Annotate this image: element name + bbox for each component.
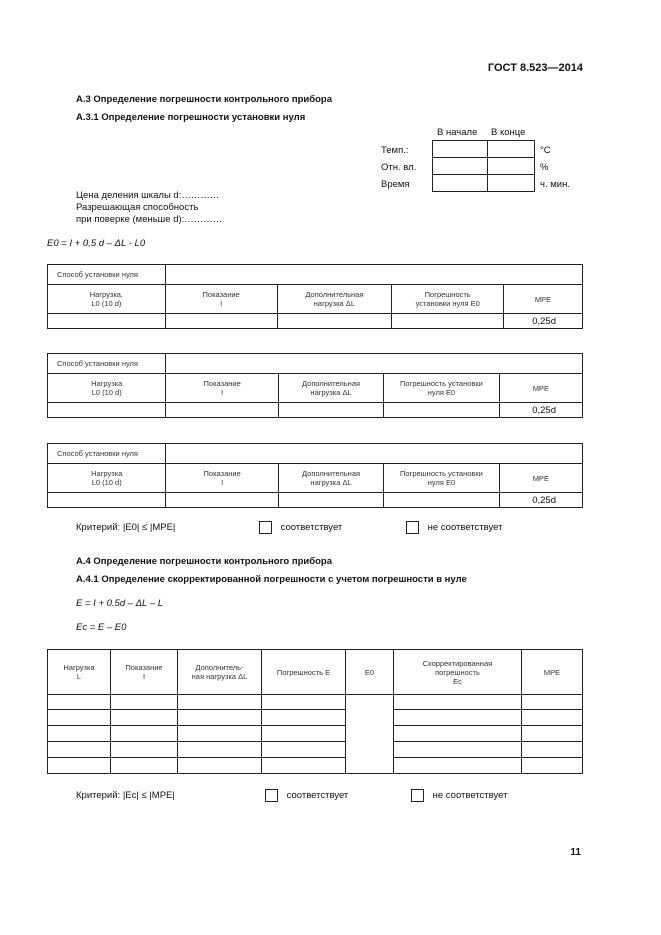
formula-e0: E0 = I + 0,5 d – ΔL - L0 <box>47 238 146 249</box>
zero-table-1-cell-addload[interactable] <box>277 314 392 329</box>
zero-table-1-method-label: Способ установки нуля <box>48 265 166 285</box>
zero-table-2-cell-addload[interactable] <box>278 403 383 418</box>
page-number: 11 <box>570 847 581 858</box>
document-header: ГОСТ 8.523—2014 <box>487 62 583 74</box>
section-a4-title: А.4 Определение погрешности контрольного прибора <box>76 556 332 567</box>
zero-table-3-h-error: Погрешность установки нуля E0 <box>384 464 499 493</box>
temp-unit: °C <box>540 145 551 156</box>
zero-table-2-h-load: Нагрузка L0 (10 d) <box>48 374 166 403</box>
zero-table-3-cell-load[interactable] <box>48 493 166 508</box>
ct-h-mpe: MPE <box>522 650 583 695</box>
criterion-1-not-ok[interactable] <box>406 521 502 534</box>
conditions-grid <box>432 140 535 192</box>
resolution-value-line: при поверке (меньше d):………… <box>76 214 223 225</box>
zero-table-2-cell-error[interactable] <box>384 403 499 418</box>
formula-e: E = I + 0.5d – ΔL – L <box>76 598 164 609</box>
zero-table-3-mpe-value: 0,25d <box>499 493 582 508</box>
zero-table-3-h-load: Нагрузка L0 (10 d) <box>48 464 166 493</box>
zero-table-2 <box>47 353 583 418</box>
zero-table-2-h-addload: Дополнительная нагрузка ΔL <box>278 374 383 403</box>
conditions-col-end: В конце <box>491 127 526 138</box>
criterion-1-not-ok-label: не соответствует <box>427 522 503 534</box>
criterion-1-ok[interactable] <box>259 521 342 534</box>
criterion-1-label: Критерий: |E0| ≤ |MPE| <box>76 522 176 533</box>
criterion-2-label: Критерий: |Ec| ≤ |MPE| <box>76 790 175 801</box>
zero-table-3-method-value[interactable] <box>166 444 583 464</box>
zero-table-1-h-error: Погрешность установки нуля E0 <box>392 285 504 314</box>
zero-table-1-cell-error[interactable] <box>392 314 504 329</box>
criterion-2-ok-label: соответствует <box>286 790 349 802</box>
temp-label: Темп.: <box>381 145 409 156</box>
zero-table-1 <box>47 264 583 329</box>
section-a31-title: А.3.1 Определение погрешности установки нуля <box>76 112 306 123</box>
zero-table-2-method-value[interactable] <box>166 354 583 374</box>
ct-h-addload: Дополнитель- ная нагрузка ΔL <box>178 650 262 695</box>
humidity-end-cell[interactable] <box>488 158 535 175</box>
zero-table-2-h-error: Погрешность установки нуля E0 <box>384 374 499 403</box>
zero-table-2-cell-indication[interactable] <box>166 403 278 418</box>
ct-h-corrected: Скорректированная погрешность Ec <box>394 650 522 695</box>
section-a41-title: А.4.1 Определение скорректированной погрешности с учетом погрешности в нуле <box>76 574 467 585</box>
ct-h-e0: E0 <box>346 650 394 695</box>
table-row[interactable] <box>48 695 111 710</box>
table-row[interactable] <box>48 726 111 742</box>
zero-table-1-mpe-value: 0,25d <box>504 314 583 329</box>
criterion-1-not-ok-checkbox[interactable] <box>406 521 419 534</box>
criterion-1-ok-label: соответствует <box>280 522 343 534</box>
time-label: Время <box>381 179 410 190</box>
zero-table-3-cell-addload[interactable] <box>278 493 383 508</box>
criterion-2-not-ok-checkbox[interactable] <box>411 789 424 802</box>
criterion-2-ok[interactable] <box>265 789 348 802</box>
zero-table-2-h-mpe: MPE <box>499 374 582 403</box>
ct-h-load: Нагрузка L <box>48 650 111 695</box>
humidity-unit: % <box>540 162 549 173</box>
criterion-2-not-ok[interactable] <box>411 789 507 802</box>
criterion-1-ok-checkbox[interactable] <box>259 521 272 534</box>
table-row[interactable] <box>48 758 111 774</box>
zero-table-1-method-value[interactable] <box>165 265 582 285</box>
conditions-col-start: В начале <box>437 127 478 138</box>
zero-table-3-cell-error[interactable] <box>384 493 499 508</box>
temp-start-cell[interactable] <box>433 141 488 158</box>
humidity-label: Отн. вл. <box>381 162 417 173</box>
ct-h-error: Погрешность E <box>262 650 346 695</box>
table-row[interactable] <box>48 742 111 758</box>
zero-table-3-method-label: Способ установки нуля <box>48 444 166 464</box>
time-start-cell[interactable] <box>433 175 488 192</box>
zero-table-1-h-mpe: MPE <box>504 285 583 314</box>
section-a3-title: А.3 Определение погрешности контрольного прибора <box>76 94 332 105</box>
time-unit: ч. мин. <box>540 179 570 190</box>
zero-table-1-h-indication: Показание I <box>165 285 277 314</box>
table-row[interactable] <box>48 710 111 726</box>
scale-division-line: Цена деления шкалы d:………… <box>76 190 220 201</box>
temp-end-cell[interactable] <box>488 141 535 158</box>
ct-e0-cell[interactable] <box>346 695 394 774</box>
corrected-error-table <box>47 649 583 774</box>
zero-table-3-h-indication: Показание I <box>166 464 278 493</box>
zero-table-2-method-label: Способ установки нуля <box>48 354 166 374</box>
time-end-cell[interactable] <box>488 175 535 192</box>
zero-table-3-h-addload: Дополнительная нагрузка ΔL <box>278 464 383 493</box>
zero-table-1-h-load: Нагрузка, L0 (10 d) <box>48 285 166 314</box>
criterion-2-not-ok-label: не соответствует <box>432 790 508 802</box>
zero-table-2-cell-load[interactable] <box>48 403 166 418</box>
zero-table-1-cell-load[interactable] <box>48 314 166 329</box>
zero-table-1-h-addload: Дополнительная нагрузка ΔL <box>277 285 392 314</box>
zero-table-3 <box>47 443 583 508</box>
zero-table-1-cell-indication[interactable] <box>165 314 277 329</box>
ct-h-indication: Показание I <box>111 650 178 695</box>
humidity-start-cell[interactable] <box>433 158 488 175</box>
zero-table-2-mpe-value: 0,25d <box>499 403 582 418</box>
formula-ec: Ec = E – E0 <box>76 622 127 633</box>
resolution-line: Разрешающая способность <box>76 202 199 213</box>
zero-table-3-cell-indication[interactable] <box>166 493 278 508</box>
criterion-2-ok-checkbox[interactable] <box>265 789 278 802</box>
zero-table-3-h-mpe: MPE <box>499 464 582 493</box>
zero-table-2-h-indication: Показание I <box>166 374 278 403</box>
